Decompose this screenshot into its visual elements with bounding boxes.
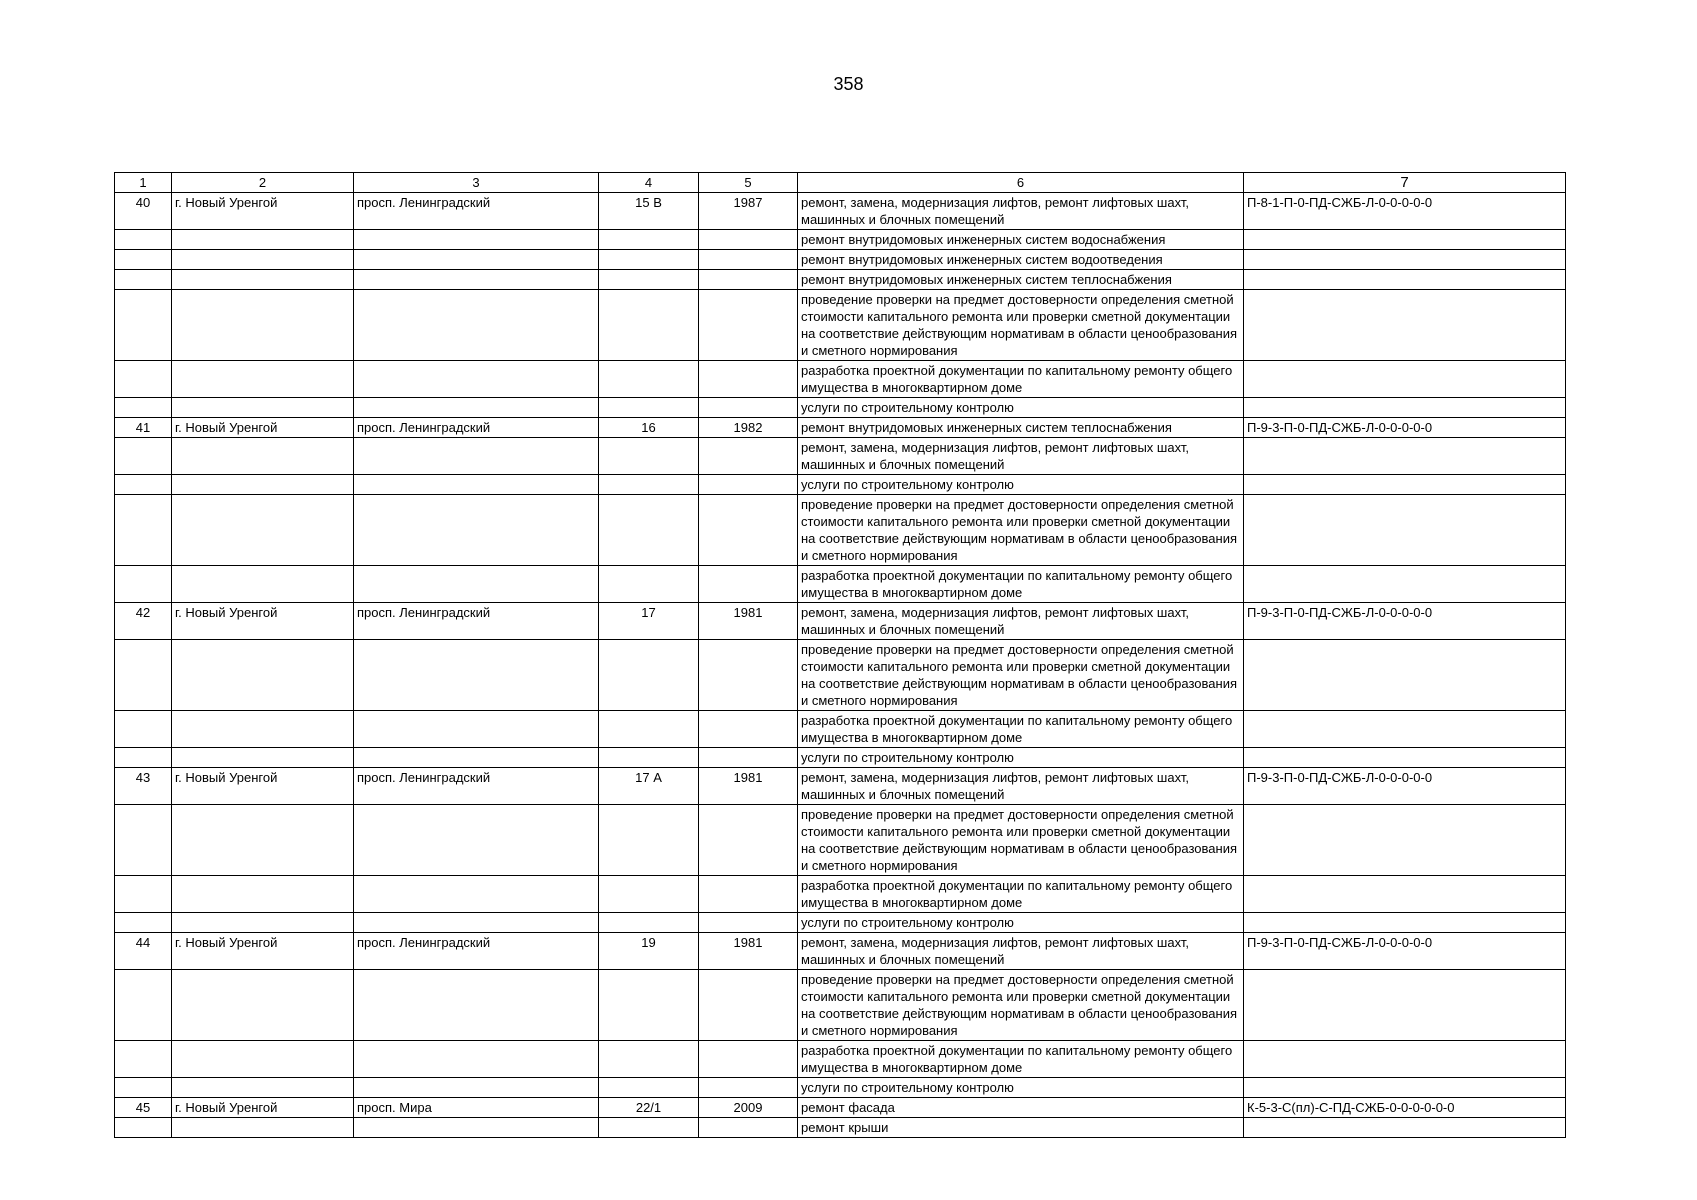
building-code-cell [1244,640,1566,711]
work-type-cell: проведение проверки на предмет достоверности определения сметной стоимости капитального ремонта или проверки сметной документации на соответствие действующим нормативам в области ценообразования и сметного нормирования [798,495,1244,566]
street-cell [354,970,599,1041]
work-type-cell: ремонт, замена, модернизация лифтов, ремонт лифтовых шахт, машинных и блочных помещений [798,768,1244,805]
building-code-cell: К-5-3-С(пл)-С-ПД-СЖБ-0-0-0-0-0-0 [1244,1098,1566,1118]
house-number-cell [599,913,699,933]
table-row [115,1041,1566,1078]
work-type-cell: ремонт, замена, модернизация лифтов, ремонт лифтовых шахт, машинных и блочных помещений [798,933,1244,970]
house-number-cell [599,1041,699,1078]
street-cell: просп. Ленинградский [354,768,599,805]
row-number-cell: 45 [115,1098,172,1118]
row-number-cell [115,640,172,711]
table-row [115,603,1566,640]
year-built-cell: 1981 [699,933,798,970]
street-cell [354,230,599,250]
table-row [115,970,1566,1041]
row-number-cell [115,1118,172,1138]
row-number-cell: 42 [115,603,172,640]
house-number-cell: 17 А [599,768,699,805]
street-cell [354,495,599,566]
column-header-7: 7 [1244,173,1566,193]
work-type-cell: разработка проектной документации по капитальному ремонту общего имущества в многоквартирном доме [798,876,1244,913]
city-cell [172,361,354,398]
row-number-cell [115,970,172,1041]
building-code-cell [1244,290,1566,361]
house-number-cell [599,970,699,1041]
street-cell [354,475,599,495]
street-cell [354,361,599,398]
table-row [115,418,1566,438]
house-number-cell [599,361,699,398]
work-type-cell: ремонт крыши [798,1118,1244,1138]
year-built-cell [699,1078,798,1098]
street-cell [354,913,599,933]
work-type-cell: услуги по строительному контролю [798,1078,1244,1098]
street-cell [354,398,599,418]
building-code-cell [1244,1118,1566,1138]
house-number-cell [599,1118,699,1138]
street-cell [354,250,599,270]
year-built-cell [699,398,798,418]
house-number-cell [599,640,699,711]
header-row [115,173,1566,193]
row-number-cell [115,805,172,876]
city-cell [172,748,354,768]
row-number-cell: 40 [115,193,172,230]
city-cell [172,1078,354,1098]
city-cell: г. Новый Уренгой [172,418,354,438]
city-cell [172,495,354,566]
table-row [115,1118,1566,1138]
year-built-cell: 1982 [699,418,798,438]
row-number-cell [115,230,172,250]
city-cell [172,270,354,290]
year-built-cell [699,748,798,768]
street-cell [354,640,599,711]
row-number-cell [115,1078,172,1098]
house-number-cell [599,250,699,270]
house-number-cell [599,805,699,876]
city-cell [172,398,354,418]
row-number-cell [115,398,172,418]
building-code-cell [1244,913,1566,933]
table-row [115,913,1566,933]
city-cell [172,250,354,270]
building-code-cell: П-9-3-П-0-ПД-СЖБ-Л-0-0-0-0-0 [1244,933,1566,970]
street-cell [354,1118,599,1138]
year-built-cell [699,495,798,566]
work-type-cell: разработка проектной документации по капитальному ремонту общего имущества в многоквартирном доме [798,1041,1244,1078]
building-code-cell [1244,475,1566,495]
building-code-cell [1244,270,1566,290]
year-built-cell [699,250,798,270]
row-number-cell [115,361,172,398]
building-code-cell [1244,361,1566,398]
street-cell: просп. Ленинградский [354,603,599,640]
building-code-cell: П-9-3-П-0-ПД-СЖБ-Л-0-0-0-0-0 [1244,603,1566,640]
house-number-cell: 17 [599,603,699,640]
work-type-cell: ремонт, замена, модернизация лифтов, ремонт лифтовых шахт, машинных и блочных помещений [798,603,1244,640]
city-cell [172,970,354,1041]
table-row [115,566,1566,603]
row-number-cell [115,876,172,913]
street-cell [354,270,599,290]
city-cell [172,1118,354,1138]
house-number-cell [599,270,699,290]
table-row [115,230,1566,250]
year-built-cell [699,270,798,290]
building-code-cell [1244,230,1566,250]
table-row [115,876,1566,913]
city-cell [172,230,354,250]
building-code-cell [1244,805,1566,876]
year-built-cell [699,230,798,250]
city-cell [172,913,354,933]
year-built-cell [699,1118,798,1138]
row-number-cell [115,711,172,748]
building-code-cell [1244,438,1566,475]
city-cell [172,1041,354,1078]
table-row [115,495,1566,566]
street-cell [354,1078,599,1098]
building-code-cell [1244,1041,1566,1078]
city-cell: г. Новый Уренгой [172,1098,354,1118]
house-number-cell [599,1078,699,1098]
city-cell [172,876,354,913]
building-code-cell [1244,970,1566,1041]
house-number-cell: 15 В [599,193,699,230]
table-row [115,805,1566,876]
year-built-cell [699,475,798,495]
table-row [115,250,1566,270]
table-row [115,711,1566,748]
work-type-cell: проведение проверки на предмет достоверности определения сметной стоимости капитального ремонта или проверки сметной документации на соответствие действующим нормативам в области ценообразования и сметного нормирования [798,970,1244,1041]
street-cell [354,566,599,603]
work-type-cell: услуги по строительному контролю [798,748,1244,768]
row-number-cell [115,270,172,290]
table-row [115,398,1566,418]
year-built-cell [699,970,798,1041]
city-cell [172,566,354,603]
street-cell [354,711,599,748]
table-row [115,290,1566,361]
row-number-cell: 43 [115,768,172,805]
year-built-cell [699,640,798,711]
city-cell: г. Новый Уренгой [172,603,354,640]
year-built-cell [699,711,798,748]
table-row [115,270,1566,290]
row-number-cell [115,438,172,475]
city-cell [172,475,354,495]
table-row [115,193,1566,230]
work-type-cell: ремонт внутридомовых инженерных систем водоотведения [798,250,1244,270]
building-code-cell [1244,711,1566,748]
column-header-6: 6 [798,173,1244,193]
street-cell [354,438,599,475]
year-built-cell [699,566,798,603]
building-code-cell [1244,250,1566,270]
city-cell [172,805,354,876]
row-number-cell: 44 [115,933,172,970]
table-row [115,768,1566,805]
work-type-cell: услуги по строительному контролю [798,475,1244,495]
street-cell: просп. Ленинградский [354,418,599,438]
year-built-cell [699,438,798,475]
building-code-cell [1244,748,1566,768]
house-number-cell [599,495,699,566]
building-code-cell: П-9-3-П-0-ПД-СЖБ-Л-0-0-0-0-0 [1244,418,1566,438]
row-number-cell [115,290,172,361]
year-built-cell: 1987 [699,193,798,230]
street-cell: просп. Мира [354,1098,599,1118]
city-cell [172,290,354,361]
work-type-cell: разработка проектной документации по капитальному ремонту общего имущества в многоквартирном доме [798,566,1244,603]
house-number-cell [599,748,699,768]
house-number-cell [599,475,699,495]
street-cell [354,876,599,913]
table-row [115,748,1566,768]
building-code-cell [1244,398,1566,418]
work-type-cell: разработка проектной документации по капитальному ремонту общего имущества в многоквартирном доме [798,711,1244,748]
street-cell [354,805,599,876]
building-code-cell: П-8-1-П-0-ПД-СЖБ-Л-0-0-0-0-0 [1244,193,1566,230]
work-type-cell: ремонт, замена, модернизация лифтов, ремонт лифтовых шахт, машинных и блочных помещений [798,193,1244,230]
city-cell: г. Новый Уренгой [172,768,354,805]
house-number-cell: 16 [599,418,699,438]
page-number: 358 [833,74,864,94]
street-cell: просп. Ленинградский [354,193,599,230]
year-built-cell [699,876,798,913]
repair-program-table [114,172,1566,1138]
house-number-cell [599,438,699,475]
work-type-cell: разработка проектной документации по капитальному ремонту общего имущества в многоквартирном доме [798,361,1244,398]
row-number-cell [115,1041,172,1078]
work-type-cell: проведение проверки на предмет достоверности определения сметной стоимости капитального ремонта или проверки сметной документации на соответствие действующим нормативам в области ценообразования и сметного нормирования [798,805,1244,876]
house-number-cell: 19 [599,933,699,970]
column-header-1: 1 [115,173,172,193]
table-row [115,933,1566,970]
column-header-4: 4 [599,173,699,193]
street-cell [354,748,599,768]
column-header-2: 2 [172,173,354,193]
year-built-cell: 2009 [699,1098,798,1118]
house-number-cell [599,711,699,748]
row-number-cell [115,495,172,566]
house-number-cell [599,398,699,418]
street-cell [354,290,599,361]
house-number-cell [599,566,699,603]
work-type-cell: ремонт внутридомовых инженерных систем водоснабжения [798,230,1244,250]
year-built-cell [699,290,798,361]
table-row [115,1078,1566,1098]
column-header-5: 5 [699,173,798,193]
table-row [115,475,1566,495]
building-code-cell [1244,876,1566,913]
building-code-cell [1244,566,1566,603]
year-built-cell [699,361,798,398]
row-number-cell [115,748,172,768]
building-code-cell [1244,495,1566,566]
table-row [115,1098,1566,1118]
column-header-3: 3 [354,173,599,193]
city-cell: г. Новый Уренгой [172,193,354,230]
row-number-cell [115,475,172,495]
work-type-cell: ремонт внутридомовых инженерных систем теплоснабжения [798,270,1244,290]
row-number-cell [115,913,172,933]
street-cell: просп. Ленинградский [354,933,599,970]
work-type-cell: ремонт внутридомовых инженерных систем теплоснабжения [798,418,1244,438]
row-number-cell: 41 [115,418,172,438]
work-type-cell: услуги по строительному контролю [798,398,1244,418]
year-built-cell [699,805,798,876]
row-number-cell [115,250,172,270]
table-row [115,361,1566,398]
year-built-cell [699,1041,798,1078]
city-cell: г. Новый Уренгой [172,933,354,970]
row-number-cell [115,566,172,603]
work-type-cell: проведение проверки на предмет достоверности определения сметной стоимости капитального ремонта или проверки сметной документации на соответствие действующим нормативам в области ценообразования и сметного нормирования [798,290,1244,361]
street-cell [354,1041,599,1078]
house-number-cell [599,876,699,913]
building-code-cell: П-9-3-П-0-ПД-СЖБ-Л-0-0-0-0-0 [1244,768,1566,805]
building-code-cell [1244,1078,1566,1098]
house-number-cell: 22/1 [599,1098,699,1118]
year-built-cell [699,913,798,933]
table-row [115,640,1566,711]
work-type-cell: услуги по строительному контролю [798,913,1244,933]
city-cell [172,640,354,711]
city-cell [172,711,354,748]
work-type-cell: ремонт, замена, модернизация лифтов, ремонт лифтовых шахт, машинных и блочных помещений [798,438,1244,475]
table-row [115,438,1566,475]
city-cell [172,438,354,475]
work-type-cell: ремонт фасада [798,1098,1244,1118]
house-number-cell [599,230,699,250]
year-built-cell: 1981 [699,603,798,640]
year-built-cell: 1981 [699,768,798,805]
work-type-cell: проведение проверки на предмет достоверности определения сметной стоимости капитального ремонта или проверки сметной документации на соответствие действующим нормативам в области ценообразования и сметного нормирования [798,640,1244,711]
house-number-cell [599,290,699,361]
